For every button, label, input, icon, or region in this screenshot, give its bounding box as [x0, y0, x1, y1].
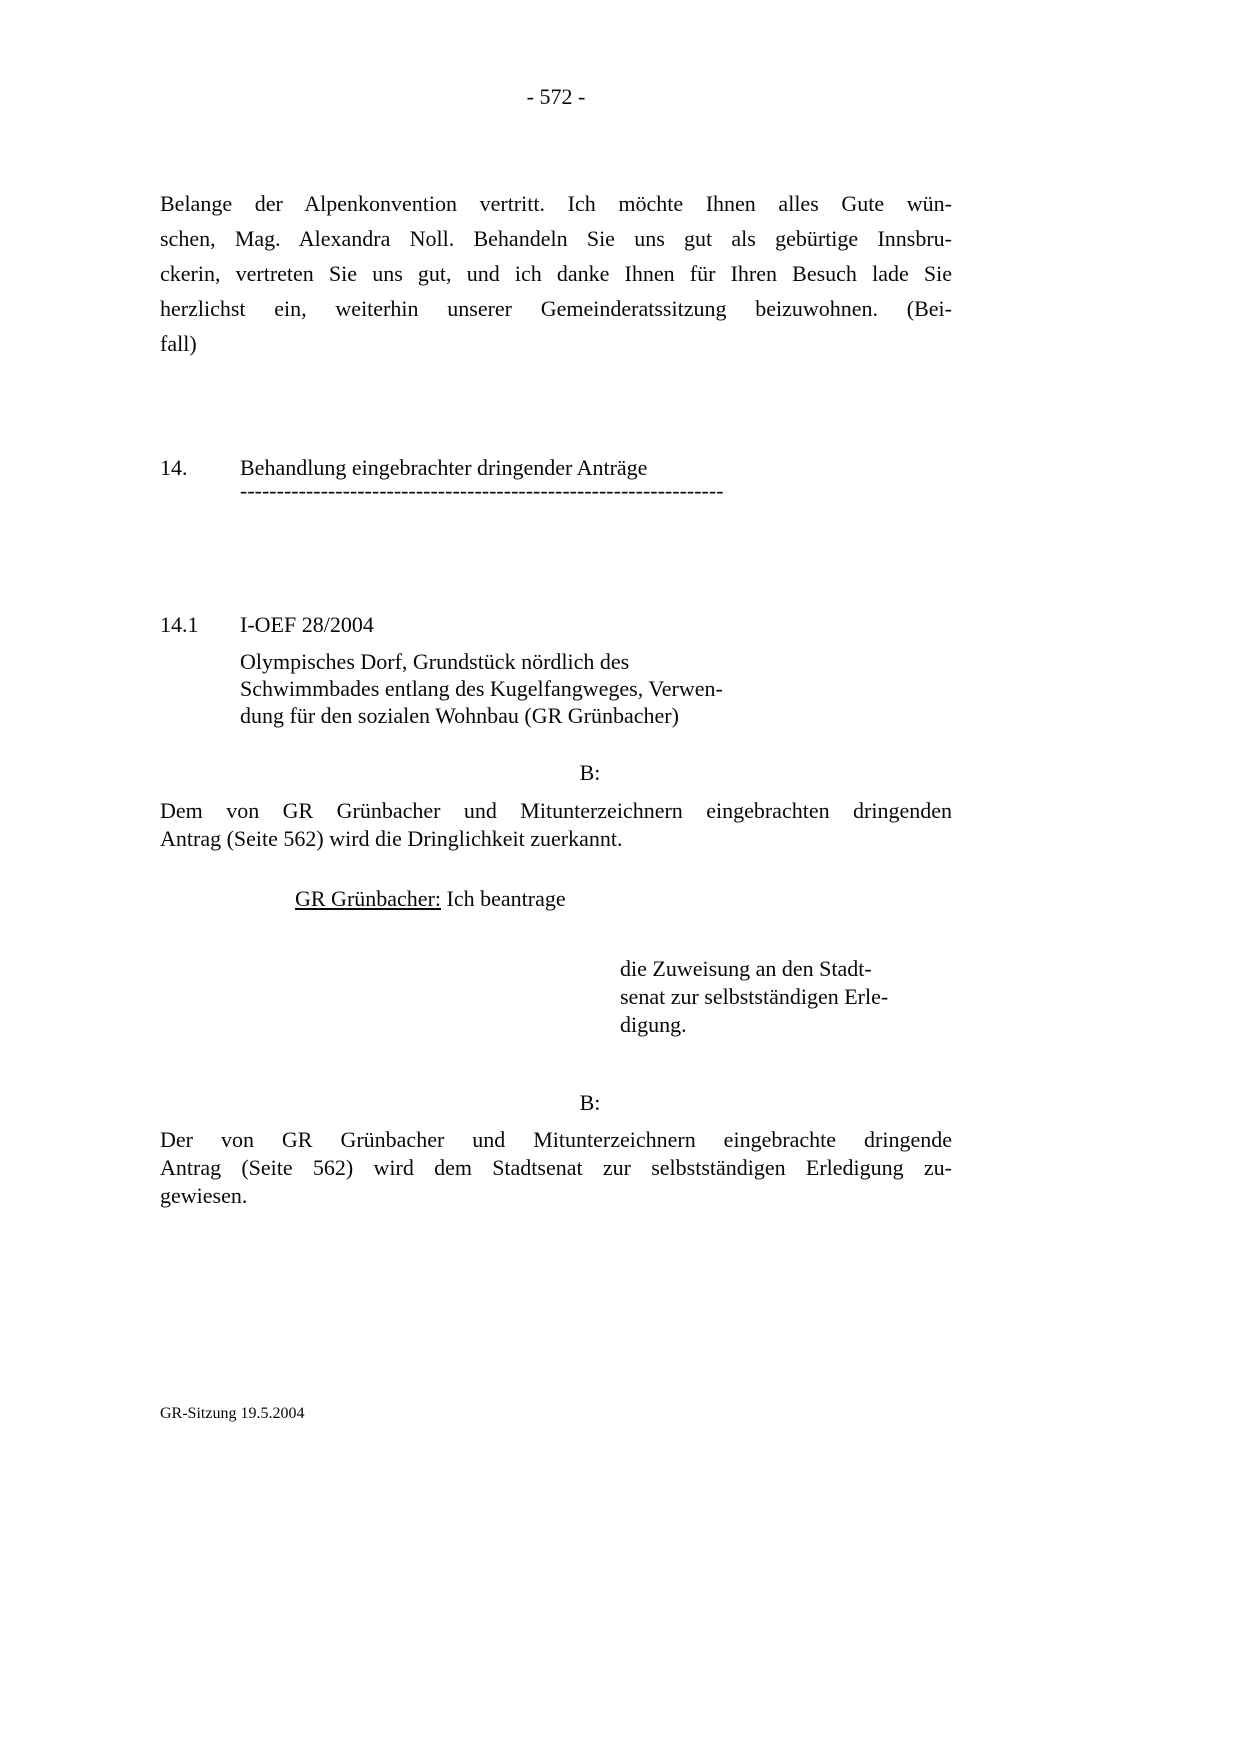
text-line: die Zuweisung an den Stadt-	[620, 956, 872, 981]
text-line: Belange der Alpenkonvention vertritt. Ich möchte Ihnen alles Gute wün-	[160, 191, 952, 216]
text-line: fall)	[160, 331, 197, 356]
text-line: Schwimmbades entlang des Kugelfangweges, Verwen-	[240, 676, 723, 701]
footer-session-date: GR-Sitzung 19.5.2004	[160, 1405, 305, 1422]
section-14-1-number: 14.1	[160, 612, 199, 637]
text-line: Dem von GR Grünbacher und Mitunterzeichnern eingebrachten dringenden	[160, 798, 952, 823]
text-line: Antrag (Seite 562) wird dem Stadtsenat zur selbstständigen Erledigung zu-	[160, 1155, 952, 1180]
section-14-underline: ------------------------------------------------------------------	[240, 478, 724, 503]
decision-2-text	[160, 1126, 952, 1210]
text-line: Antrag (Seite 562) wird die Dringlichkeit zuerkannt.	[160, 826, 623, 851]
text-line: digung.	[620, 1012, 687, 1037]
text-line: dung für den sozialen Wohnbau (GR Grünbacher)	[240, 703, 679, 728]
motion-statement	[295, 886, 566, 912]
section-14-1-subject	[240, 648, 840, 729]
text-line: Olympisches Dorf, Grundstück nördlich des	[240, 649, 630, 674]
motion-text: Ich beantrage	[441, 886, 566, 911]
text-line: ckerin, vertreten Sie uns gut, und ich danke Ihnen für Ihren Besuch lade Sie	[160, 261, 952, 286]
speaker-name: GR Grünbacher:	[295, 886, 442, 911]
text-line: Der von GR Grünbacher und Mitunterzeichnern eingebrachte dringende	[160, 1127, 952, 1152]
text-line: herzlichst ein, weiterhin unserer Gemeinderatssitzung beizuwohnen. (Bei-	[160, 296, 952, 321]
text-line: senat zur selbstständigen Erle-	[620, 984, 889, 1009]
motion-request	[620, 955, 980, 1039]
section-14-title: Behandlung eingebrachter dringender Anträge	[240, 455, 648, 480]
section-14-number: 14.	[160, 455, 188, 480]
decision-label-1: B:	[579, 760, 601, 785]
section-14-1-reference: I-OEF 28/2004	[240, 612, 374, 637]
decision-label-2: B:	[579, 1090, 601, 1115]
decision-1-text	[160, 797, 952, 853]
text-line: gewiesen.	[160, 1183, 248, 1208]
paragraph-alpenkonvention	[160, 186, 952, 361]
text-line: schen, Mag. Alexandra Noll. Behandeln Sie uns gut als gebürtige Innsbru-	[160, 226, 952, 251]
page-number: - 572 -	[526, 84, 586, 109]
